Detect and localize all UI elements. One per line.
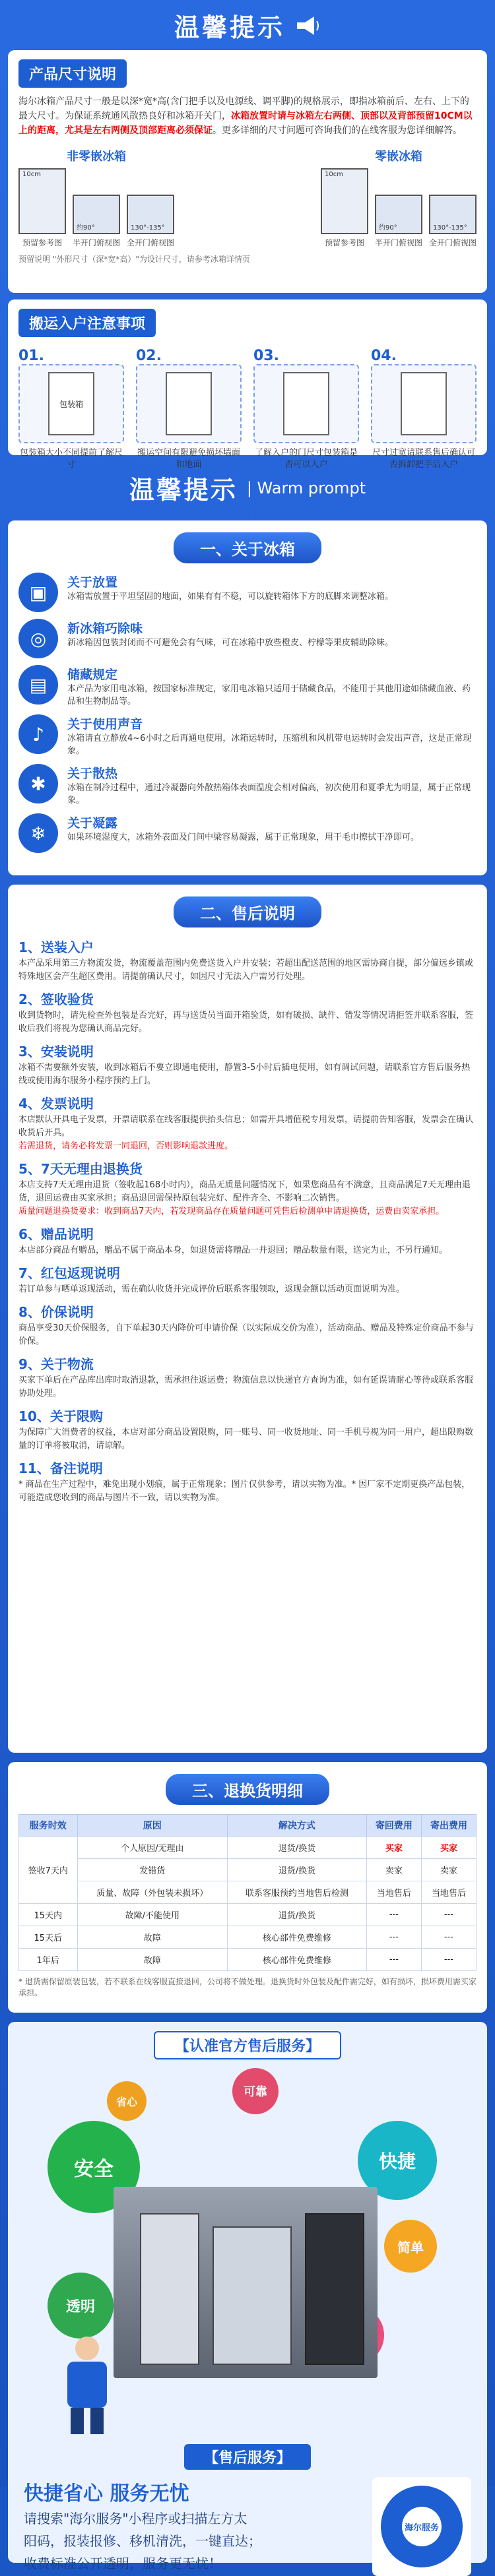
period-cell: 15天后: [19, 1926, 78, 1949]
step-text: 尺寸过宽请联系售后确认可否拆卸把手后入户: [372, 448, 475, 470]
handle-removal-image: [371, 364, 477, 443]
after-item: [18, 1041, 477, 1088]
item-warning: 若需退货，请务必将发票一同退回，否则影响退款进度。: [18, 1141, 234, 1151]
step-number: 02.: [136, 348, 162, 364]
send-fee-cell: ---: [421, 1926, 476, 1949]
item-text: 本产品为家用电冰箱，按国家标准规定，家用电冰箱只适用于储藏食品，不能用于其他用途如储藏血液、药品和生物制品等。: [67, 684, 471, 707]
item-text: 收到货物时，请先检查外包装是否完好，再与送货员当面开箱验货，如有破损、缺件、错发等情况请拒签并联系客服，签收后我们将视为您确认商品完好。: [18, 1011, 474, 1034]
warm-title-en: | Warm prompt: [246, 478, 366, 497]
header-title: 温馨提示: [174, 13, 285, 42]
diagram-half-open: [375, 195, 422, 248]
service-text: [24, 2477, 327, 2573]
item-title: 关于使用声音: [67, 717, 143, 732]
angle-label: 约90°: [378, 224, 397, 232]
item-text: 本店默认开具电子发票，开票请联系在线客服提供抬头信息；如需开具增值税专用发票，请提前告知客服，发票会在确认收货后开具。: [18, 1115, 474, 1138]
item-title: 1、送装入户: [18, 939, 94, 955]
item-title: 4、发票说明: [18, 1096, 94, 1112]
returns-note: * 退货需保留原装包装，若不联系在线客服直接退回，公司将不做处理。退换货时外包装及配件需完好，如有损坏，损坏费用需买家承担。: [18, 1977, 477, 1997]
step-number: 01.: [18, 348, 44, 364]
item-title: 10、关于限购: [18, 1408, 103, 1424]
table-row: [19, 1859, 477, 1881]
heat-icon: ✱: [18, 764, 58, 803]
technician-figure: [48, 2332, 127, 2437]
item-title: 关于散热: [67, 767, 118, 781]
deodorize-icon: ◎: [18, 619, 58, 658]
diagram-caption: 全开门俯视图: [127, 238, 175, 247]
fridge-item: [18, 619, 477, 658]
after-service-title: 【售后服务】: [184, 2444, 311, 2470]
after-item: [18, 1302, 477, 1348]
table-header-row: [19, 1815, 477, 1837]
diagram-caption: 全开门俯视图: [428, 238, 477, 247]
return-fee-cell: ---: [366, 1904, 421, 1926]
send-fee-cell: ---: [421, 1904, 476, 1926]
fridge-top-diagram: [127, 195, 174, 234]
table-row: [19, 1837, 477, 1859]
item-title: 储藏规定: [67, 668, 118, 682]
reason-cell: 故障/不能使用: [77, 1904, 227, 1926]
item-title: 关于放置: [67, 575, 118, 590]
after-item: [18, 1406, 477, 1453]
fridge-item: [18, 573, 477, 612]
solution-cell: 联系客服预约当地售后检测: [228, 1881, 367, 1904]
reason-cell: 个人原因/无理由: [77, 1837, 227, 1859]
service-slogan: 快捷省心 服务无忧: [24, 2482, 189, 2505]
qr-label: 海尔服务: [404, 2523, 439, 2533]
size-panel: [8, 50, 487, 293]
item-text: 本店支持7天无理由退货（签收起168小时内），商品无质量问题情况下，如果您商品有不满意，且商品满足7天无理由退货，退回运费由买家承担；商品退回需保持原包装完好、配件齐全、不影响二次销售。: [18, 1180, 471, 1203]
column-header: 寄回费用: [366, 1815, 421, 1837]
item-text: 本店部分商品有赠品，赠品不属于商品本身，如退货需将赠品一并退回；赠品数量有限，送完为止，不另行通知。: [18, 1245, 448, 1255]
about-fridge-title: 一、关于冰箱: [174, 532, 321, 563]
column-header: 寄出费用: [421, 1815, 476, 1837]
fridge-top-diagram: [73, 195, 120, 234]
move-panel: [8, 299, 487, 470]
item-text: 商品享受30天价保服务，自下单起30天内降价可申请价保（以实际成交价为准），活动商品、赠品及特殊定价商品不参与价保。: [18, 1323, 474, 1346]
item-text: 若订单参与晒单返现活动，需在确认收货并完成评价后联系客服领取，返现金额以活动页面说明为准。: [18, 1284, 405, 1294]
fridge-top-diagram: [375, 195, 422, 234]
gap-top-label: 10cm: [22, 171, 41, 178]
angle-label: 130°-135°: [432, 224, 467, 232]
table-row: [19, 1926, 477, 1949]
table-row: [19, 1904, 477, 1926]
send-fee-cell: 当地售后: [421, 1881, 476, 1904]
diagram-caption: 半开门俯视图: [374, 238, 422, 247]
warm-title-cn: 温馨提示: [129, 476, 238, 505]
send-fee-cell: ---: [421, 1949, 476, 1971]
solution-cell: 退货/换货: [228, 1859, 367, 1881]
storage-icon: ▤: [18, 665, 58, 705]
item-text: * 商品在生产过程中，难免出现小划痕，属于正常现象；图片仅供参考，请以实物为准。* 因厂家不定期更换产品包装，可能造成您收到的商品与图片不一致，请以实物为准。: [18, 1480, 471, 1503]
after-item: [18, 1263, 477, 1296]
solution-cell: 退货/换货: [228, 1837, 367, 1859]
showroom-image: [114, 2187, 378, 2378]
size-text-plain: 海尔冰箱产品尺寸一般是以深*宽*高(含门把手以及电源线、调平脚)的规格展示，即指冰箱前后、左右、上下的最大尺寸。为保证系统通风散热良好和冰箱开关门，: [18, 96, 469, 121]
item-text: 为保障广大消费者的权益，本店对部分商品设置限购，同一账号、同一收货地址、同一手机号视为同一用户，超出限购数量的订单将被取消，请谅解。: [18, 1428, 474, 1451]
step-text: 包装箱大小不同提前了解尺寸: [19, 448, 123, 470]
service-section: [8, 2022, 487, 2571]
move-tag: 搬运入户注意事项: [18, 309, 156, 337]
item-title: 11、备注说明: [18, 1461, 103, 1476]
item-text: 冰箱需放置于平坦坚固的地面，如果有有不稳，可以旋转箱体下方的底脚来调整冰箱。: [67, 592, 394, 602]
package-label: 包装箱: [59, 399, 83, 409]
size-text-red: 冰箱放置时请与冰箱左右两侧、顶部以及背部预留10CM以上的距离，尤其是左右两侧及顶部距离必须保证: [18, 111, 473, 136]
return-fee-cell: 买家: [366, 1837, 421, 1859]
item-title: 8、价保说明: [18, 1304, 94, 1320]
diagram-reserve: [18, 168, 66, 248]
item-text: 冰箱不需要额外安装，收到冰箱后不要立即通电使用，静置3-5小时后插电使用，如有调试问题，请联系官方售后服务热线或使用海尔服务小程序预约上门。: [18, 1063, 471, 1086]
diagram-full-open: [429, 195, 477, 248]
solution-cell: 核心部件免费维修: [228, 1949, 367, 1971]
service-line-3: 收费标准公开透明，服务更无忧！: [24, 2556, 222, 2571]
move-step: [371, 348, 477, 471]
fridge-item: [18, 764, 477, 807]
after-sales-panel: [8, 885, 487, 1753]
table-row: [19, 1949, 477, 1971]
after-item: [18, 1158, 477, 1218]
move-step: [136, 348, 242, 471]
after-item: [18, 1354, 477, 1400]
bubble-simple: 简单: [384, 2220, 437, 2273]
fridge-front-diagram: [18, 168, 66, 234]
group-left-title: 非零嵌冰箱: [67, 150, 127, 164]
return-fee-cell: 卖家: [366, 1859, 421, 1881]
size-description: [18, 94, 477, 138]
after-item: [18, 989, 477, 1036]
package-box-image: [18, 364, 124, 443]
after-item: [18, 1224, 477, 1257]
return-fee-cell: ---: [366, 1926, 421, 1949]
reason-cell: 故障: [77, 1926, 227, 1949]
solution-cell: 核心部件免费维修: [228, 1926, 367, 1949]
placement-icon: ▣: [18, 573, 58, 612]
solution-cell: 退货/换货: [228, 1904, 367, 1926]
item-text: 本产品采用第三方物流发货，物流覆盖范围内免费送货入户并安装；若超出配送范围的地区需协商自提，部分偏远乡镇或特殊地区会产生超区费用。请提前确认尺寸，如因尺寸无法入户需另行处理。: [18, 958, 474, 982]
item-title: 9、关于物流: [18, 1356, 94, 1372]
step-text: 搬运空间有限避免损坏墙面和地面: [137, 448, 240, 470]
service-line-1: 请搜索"海尔服务"小程序或扫描左方太: [24, 2511, 248, 2527]
service-qr-code[interactable]: [372, 2477, 471, 2576]
fridge-top-diagram: [429, 195, 477, 234]
period-cell: 签收7天内: [19, 1837, 78, 1904]
size-tag: 产品尺寸说明: [18, 59, 127, 88]
item-title: 5、7天无理由退换货: [18, 1161, 143, 1177]
bubble-peace: 省心: [107, 2081, 147, 2121]
group-right-title: 零嵌冰箱: [374, 150, 422, 164]
diagram-caption: 半开门俯视图: [73, 238, 121, 247]
diagram-reserve: [321, 168, 368, 248]
period-cell: 15天内: [19, 1904, 78, 1926]
megaphone-icon: [294, 14, 321, 36]
diagram-caption: 预留参考图: [324, 238, 364, 247]
bubble-fast: 快捷: [358, 2121, 437, 2200]
size-text-tail: 。更多详细的尺寸问题可咨询我们的在线客服为您详细解答。: [213, 125, 462, 136]
after-item: [18, 1458, 477, 1505]
service-title: 【认准官方售后服务】: [154, 2031, 341, 2059]
service-line-2: 阳码，报装报修、移机清洗，一键直达；: [24, 2533, 261, 2549]
item-warning: 质量问题退换货要求：收到商品7天内，若发现商品存在质量问题可凭售后检测单申请退换货，运费由卖家承担。: [18, 1207, 445, 1216]
fridge-item: [18, 714, 477, 757]
angle-label: 约90°: [77, 224, 95, 232]
about-fridge-panel: [8, 520, 487, 875]
item-text: 冰箱在制冷过程中，通过冷凝器向外散热箱体表面温度会相对偏高，初次使用和夏季尤为明显，属于正常现象。: [67, 783, 471, 805]
returns-title: 三、退换货明细: [166, 1774, 329, 1805]
item-text: 冰箱请直立静放4~6小时之后再通电使用，冰箱运转时，压缩机和风机带电运转时会发出声音，这是正常现象。: [67, 734, 472, 756]
return-fee-cell: 当地售后: [366, 1881, 421, 1904]
header-banner: [0, 0, 495, 50]
item-title: 关于凝露: [67, 816, 118, 831]
reason-cell: 故障: [77, 1949, 227, 1971]
after-item: [18, 937, 477, 984]
zero-embed-group: [321, 147, 477, 248]
period-cell: 1年后: [19, 1949, 78, 1971]
return-fee-cell: ---: [366, 1949, 421, 1971]
moving-space-image: [136, 364, 242, 443]
fridge-diagrams: [18, 147, 477, 248]
diagram-caption: 预留参考图: [22, 238, 62, 247]
step-number: 03.: [253, 348, 279, 364]
fridge-item: [18, 813, 477, 853]
after-sales-title: 二、售后说明: [174, 896, 321, 927]
diagram-full-open: [127, 195, 174, 248]
item-title: 7、红包返现说明: [18, 1265, 120, 1281]
table-row: [19, 1881, 477, 1904]
condensation-icon: ❄: [18, 813, 58, 853]
sound-icon: ♪: [18, 714, 58, 754]
item-title: 6、赠品说明: [18, 1226, 94, 1242]
step-number: 04.: [371, 348, 397, 364]
reason-cell: 质量、故障（外包装未损坏）: [77, 1881, 227, 1904]
door-size-image: [253, 364, 359, 443]
reason-cell: 发错货: [77, 1859, 227, 1881]
bubble-transparent: 透明: [48, 2273, 114, 2339]
fridge-item: [18, 665, 477, 708]
size-note: 预留说明 "外形尺寸（深*宽*高）"为设计尺寸，请参考冰箱详情页: [18, 255, 250, 264]
after-item: [18, 1093, 477, 1153]
angle-label: 130°-135°: [131, 224, 165, 232]
move-steps: [18, 348, 477, 471]
bubble-reliable: 可靠: [232, 2068, 279, 2114]
send-fee-cell: 卖家: [421, 1859, 476, 1881]
diagram-half-open: [73, 195, 120, 248]
column-header: 原因: [77, 1815, 227, 1837]
non-zero-embed-group: [18, 147, 174, 248]
send-fee-cell: 买家: [421, 1837, 476, 1859]
item-title: 3、安装说明: [18, 1044, 94, 1059]
column-header: 解决方式: [228, 1815, 367, 1837]
gap-side-label: 10cm: [324, 171, 343, 178]
item-title: 2、签收验货: [18, 991, 94, 1007]
move-step: [18, 348, 124, 471]
column-header: 服务时效: [19, 1815, 78, 1837]
returns-table: [18, 1814, 477, 1971]
item-text: 买家下单后在产品库出库时取消退款，需承担往返运费；物流信息以快递官方查询为准，如有延误请耐心等待或联系客服协助处理。: [18, 1375, 474, 1398]
item-text: 新冰箱因包装封闭而不可避免会有气味，可在冰箱中放些橙皮、柠檬等果皮辅助除味。: [67, 638, 394, 648]
move-step: [253, 348, 359, 471]
step-text: 了解入户的门尺寸包装箱是否可以入户: [254, 448, 358, 470]
bubble-safe: 安全: [48, 2121, 140, 2213]
fridge-front-diagram: [321, 168, 368, 234]
returns-panel: [8, 1762, 487, 2013]
item-text: 如果环境湿度大，冰箱外表面及门间中梁容易凝露，属于正常现象，用干毛巾擦拭干净即可。: [67, 832, 420, 842]
item-title: 新冰箱巧除味: [67, 621, 143, 636]
